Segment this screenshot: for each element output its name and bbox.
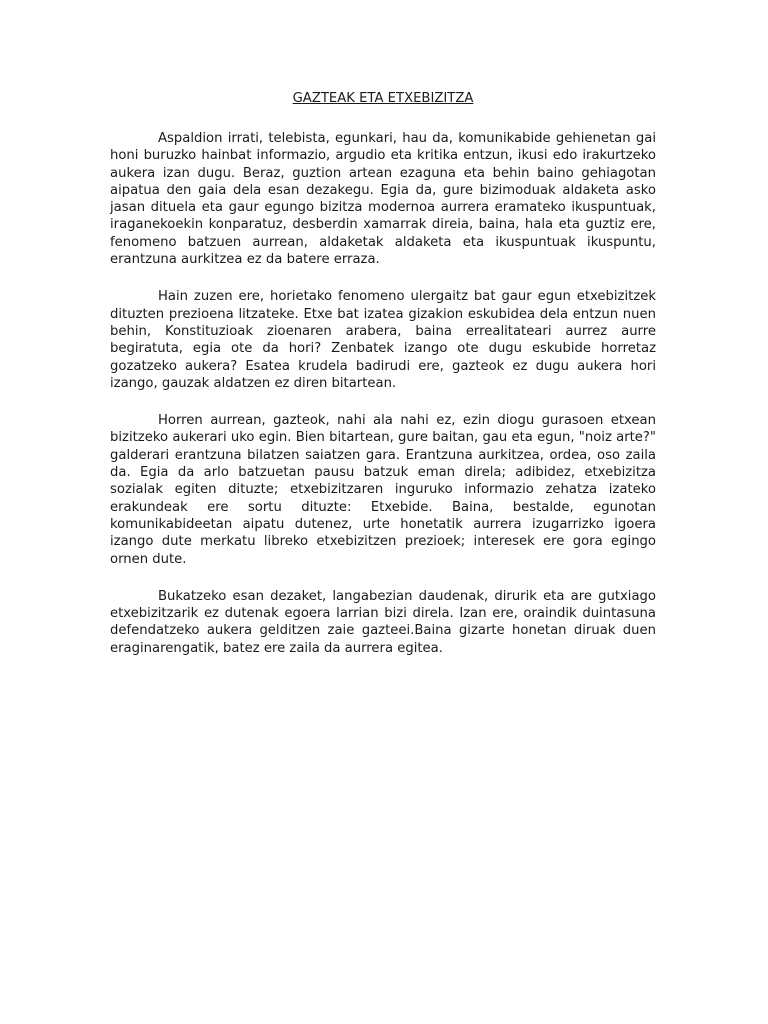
paragraph-3: Horren aurrean, gazteok, nahi ala nahi ez, ezin diogu gurasoen etxean bizitzeko aukerari uko egin. Bien bitartean, gure baitan, gau eta egun, "noiz arte?" galderari erantzuna bilatzen saiatzen gara. Erantzuna aurkitzea, ordea, oso zaila da. Egia da arlo batzuetan pausu batzuk eman direla; adibidez, etxebizitza sozialak egiten dituzte; etxebizitzaren inguruko informazio zehatza izateko erakundeak ere sortu dituzte: Etxebide. Baina, bestalde, egunotan komunikabideetan aipatu dutenez, urte honetatik aurrera izugarrizko igoera izango dute merkatu libreko etxebizitzen prezioek; interesek ere gora egingo ornen dute.	[110, 413, 656, 567]
document-page	[110, 90, 656, 677]
paragraph-2: Hain zuzen ere, horietako fenomeno ulergaitz bat gaur egun etxebizitzek dituzten prezioena litzateke. Etxe bat izatea gizakion eskubidea dela entzun nuen behin, Konstituzioak zioenaren arabera, baina errealitateari aurrez aurre begiratuta, egia ote da hori? Zenbatek izango ote dugu eskubide horretaz gozatzeko aukera? Esatea krudela badirudi ere, gazteok ez dugu aukera hori izango, gauzak aldatzen ez diren bitartean.	[110, 289, 656, 391]
paragraph-1: Aspaldion irrati, telebista, egunkari, hau da, komunikabide gehienetan gai honi buruzko hainbat informazio, argudio eta kritika entzun, ikusi edo irakurtzeko aukera izan dugu. Beraz, guztion artean ezaguna eta behin baino gehiagotan aipatua den gaia dela esan dezakegu. Egia da, gure bizimoduak aldaketa asko jasan dituela eta gaur egungo bizitza modernoa aurrera eramateko ikuspuntuak, iraganekoekin konparatuz, desberdin xamarrak direia, baina, hala eta guztiz ere, fenomeno batzuen aurrean, aldaketak aldaketa eta ikuspuntuak ikuspuntu, erantzuna aurkitzea ez da batere erraza.	[110, 131, 656, 268]
document-title: GAZTEAK ETA ETXEBIZITZA	[292, 91, 474, 106]
paragraph-4: Bukatzeko esan dezaket, langabezian daudenak, dirurik eta are gutxiago etxebizitzarik ez dutenak egoera larrian bizi direla. Izan ere, oraindik duintasuna defendatzeko aukera gelditzen zaie gazteei.Baina gizarte honetan diruak duen eraginarengatik, batez ere zaila da aurrera egitea.	[110, 588, 656, 656]
